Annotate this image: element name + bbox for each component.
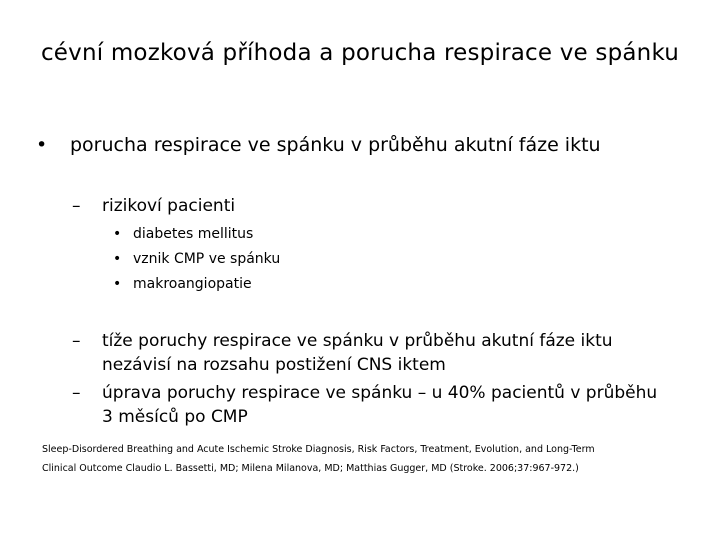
bullet-marker: • bbox=[113, 251, 122, 267]
bullet-marker: • bbox=[113, 226, 122, 242]
dash-marker: – bbox=[72, 331, 81, 351]
list-item bbox=[113, 247, 513, 272]
reference-line: Clinical Outcome Claudio L. Bassetti, MD; Milena Milanova, MD; Matthias Gugger, MD (Stroke. 2006;37:967-972.) bbox=[42, 463, 579, 474]
risk-patients-item bbox=[72, 194, 672, 218]
list-item bbox=[113, 272, 513, 297]
severity-text: tíže poruchy respirace ve spánku v průběhu akutní fáze iktu nezávisí na rozsahu postižení CNS iktem bbox=[102, 331, 613, 375]
slide-title: cévní mozková příhoda a porucha respirace ve spánku bbox=[40, 40, 680, 66]
reference-line: Sleep-Disordered Breathing and Acute Ischemic Stroke Diagnosis, Risk Factors, Treatment, Evolution, and Long-Term bbox=[42, 444, 595, 455]
risk-factor-text: makroangiopatie bbox=[133, 276, 252, 292]
risk-factor-text: vznik CMP ve spánku bbox=[133, 251, 281, 267]
risk-factor-text: diabetes mellitus bbox=[133, 226, 254, 242]
main-bullet bbox=[36, 132, 676, 159]
reference-citation bbox=[42, 440, 682, 478]
bullet-marker: • bbox=[113, 276, 122, 292]
bullet-marker: • bbox=[36, 134, 48, 156]
dash-marker: – bbox=[72, 383, 81, 403]
list-item bbox=[113, 222, 513, 247]
recovery-item bbox=[72, 381, 672, 429]
risk-patients-text: rizikoví pacienti bbox=[102, 196, 236, 216]
main-bullet-text: porucha respirace ve spánku v průběhu akutní fáze iktu bbox=[70, 134, 601, 156]
dash-marker: – bbox=[72, 196, 81, 216]
severity-item bbox=[72, 329, 672, 377]
recovery-text: úprava poruchy respirace ve spánku – u 40% pacientů v průběhu 3 měsíců po CMP bbox=[102, 383, 658, 427]
risk-factor-list bbox=[113, 222, 513, 297]
